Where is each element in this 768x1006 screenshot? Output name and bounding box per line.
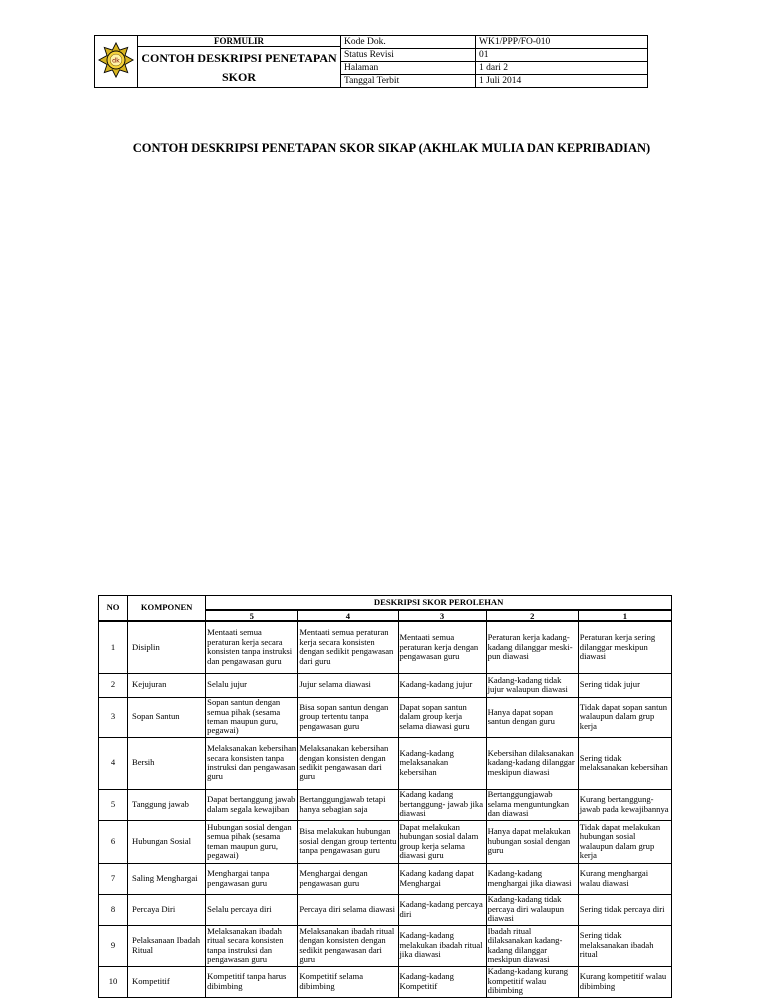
description-cell: Kadang-kadang melakukan ibadah ritual jika diawasi — [398, 925, 486, 966]
table-row — [99, 925, 672, 966]
meta-value: 01 — [476, 49, 648, 62]
description-cell: Dapat bertanggung jawab dalam segala kewajiban — [206, 789, 298, 820]
table-row — [99, 737, 672, 789]
table-row — [99, 966, 672, 997]
score-header: 2 — [486, 610, 578, 621]
score-header: 1 — [578, 610, 671, 621]
description-cell: Kadang-kadang tidak percaya diri walaupun diawasi — [486, 894, 578, 925]
description-cell: Sering tidak melaksanakan ibadah ritual — [578, 925, 671, 966]
column-header-komponen: KOMPONEN — [128, 596, 206, 622]
description-cell: Mentaati semua peraturan kerja secara konsisten tanpa instruksi dan pengawasan guru — [206, 621, 298, 673]
description-cell: Kurang kompetitif walau dibimbing — [578, 966, 671, 997]
row-number: 6 — [99, 820, 128, 863]
table-row — [99, 621, 672, 673]
table-row — [99, 820, 672, 863]
description-cell: Bertanggungjawab selama menguntungkan dan diawasi — [486, 789, 578, 820]
table-row — [99, 894, 672, 925]
row-number: 4 — [99, 737, 128, 789]
table-row — [99, 697, 672, 737]
description-cell: Hanya dapat melakukan hubungan sosial dengan guru — [486, 820, 578, 863]
description-cell: Mentaati semua peraturan kerja dengan pengawasan guru — [398, 621, 486, 673]
description-cell: Melaksanakan ibadah ritual secara konsisten tanpa instruksi dan pengawasan guru — [206, 925, 298, 966]
description-cell: Selalu jujur — [206, 673, 298, 697]
row-number: 5 — [99, 789, 128, 820]
description-cell: Kadang-kadang Kompetitif — [398, 966, 486, 997]
svg-text:dk: dk — [112, 56, 120, 64]
meta-value: 1 Juli 2014 — [476, 75, 648, 88]
description-cell: Hanya dapat sopan santun dengan guru — [486, 697, 578, 737]
description-cell: Kadang-kadang jujur — [398, 673, 486, 697]
description-cell: Kadang-kadang kurang kompetitif walau dibimbing — [486, 966, 578, 997]
description-cell: Peraturan kerja sering dilanggar meskipun diawasi — [578, 621, 671, 673]
document-header — [94, 35, 648, 88]
description-cell: Kadang-kadang melaksanakan kebersihan — [398, 737, 486, 789]
row-component: Disiplin — [128, 621, 206, 673]
score-header: 3 — [398, 610, 486, 621]
description-cell: Kebersihan dilaksanakan kadang-kadang dilanggar meskipun diawasi — [486, 737, 578, 789]
row-number: 1 — [99, 621, 128, 673]
description-cell: Kadang kadang bertanggung- jawab jika diawasi — [398, 789, 486, 820]
description-cell: Kompetitif selama dibimbing — [298, 966, 398, 997]
description-cell: Kurang bertanggung-jawab pada kewajibannya — [578, 789, 671, 820]
description-cell: Kadang-kadang percaya diri — [398, 894, 486, 925]
row-component: Sopan Santun — [128, 697, 206, 737]
description-cell: Ibadah ritual dilaksanakan kadang-kadang dilanggar meskipun diawasi — [486, 925, 578, 966]
meta-value: 1 dari 2 — [476, 62, 648, 75]
description-cell: Kadang-kadang tidak jujur walaupun diawasi — [486, 673, 578, 697]
row-component: Kompetitif — [128, 966, 206, 997]
description-cell: Menghargai dengan pengawasan guru — [298, 863, 398, 894]
table-row — [99, 789, 672, 820]
header-title-line1: CONTOH DESKRIPSI PENETAPAN — [141, 51, 337, 65]
description-cell: Tidak dapat sopan santun walaupun dalam grup kerja — [578, 697, 671, 737]
description-cell: Percaya diri selama diawasi — [298, 894, 398, 925]
description-cell: Selalu percaya diri — [206, 894, 298, 925]
row-component: Pelaksanaan Ibadah Ritual — [128, 925, 206, 966]
description-cell: Peraturan kerja kadang-kadang dilanggar meski- pun diawasi — [486, 621, 578, 673]
description-cell: Dapat sopan santun dalam group kerja selama diawasi guru — [398, 697, 486, 737]
document-title: CONTOH DESKRIPSI PENETAPAN SKOR SIKAP (AKHLAK MULIA DAN KEPRIBADIAN) — [132, 141, 651, 155]
meta-value: WK1/PPP/FO-010 — [476, 36, 648, 49]
description-cell: Jujur selama diawasi — [298, 673, 398, 697]
description-cell: Melaksanakan ibadah ritual dengan konsisten dengan sedikit pengawasan dari guru — [298, 925, 398, 966]
description-cell: Bisa sopan santun dengan group tertentu tanpa pengawasan guru — [298, 697, 398, 737]
meta-label: Halaman — [341, 62, 476, 75]
description-cell: Dapat melakukan hubungan sosial dalam group kerja selama diawasi guru — [398, 820, 486, 863]
score-header: 5 — [206, 610, 298, 621]
row-number: 8 — [99, 894, 128, 925]
row-component: Bersih — [128, 737, 206, 789]
formulir-label: FORMULIR — [138, 36, 340, 47]
description-cell: Melaksanakan kebersihan dengan konsisten dengan sedikit pengawasan dari guru — [298, 737, 398, 789]
header-title-line2: SKOR — [221, 70, 256, 84]
meta-label: Kode Dok. — [341, 36, 476, 49]
row-component: Saling Menghargai — [128, 863, 206, 894]
table-row — [99, 863, 672, 894]
row-component: Tanggung jawab — [128, 789, 206, 820]
description-cell: Kadang-kadang menghargai jika diawasi — [486, 863, 578, 894]
row-number: 9 — [99, 925, 128, 966]
description-cell: Sopan santun dengan semua pihak (sesama teman maupun guru, pegawai) — [206, 697, 298, 737]
row-number: 10 — [99, 966, 128, 997]
description-cell: Sering tidak jujur — [578, 673, 671, 697]
description-cell: Kurang menghargai walau diawasi — [578, 863, 671, 894]
description-cell: Bertanggungjawab tetapi hanya sebagian saja — [298, 789, 398, 820]
column-header-deskripsi: DESKRIPSI SKOR PEROLEHAN — [206, 596, 672, 611]
logo-cell — [95, 36, 138, 88]
row-number: 7 — [99, 863, 128, 894]
description-cell: Mentaati semua peraturan kerja secara konsisten dengan sedikit pengawasan dari guru — [298, 621, 398, 673]
row-component: Kejujuran — [128, 673, 206, 697]
description-cell: Hubungan sosial dengan semua pihak (sesama teman maupun guru, pegawai) — [206, 820, 298, 863]
meta-label: Status Revisi — [341, 49, 476, 62]
row-component: Hubungan Sosial — [128, 820, 206, 863]
header-title — [138, 47, 340, 87]
score-description-table — [98, 595, 672, 998]
row-number: 3 — [99, 697, 128, 737]
meta-label: Tanggal Terbit — [341, 75, 476, 88]
description-cell: Menghargai tanpa pengawasan guru — [206, 863, 298, 894]
description-cell: Kadang kadang dapat Menghargai — [398, 863, 486, 894]
column-header-no: NO — [99, 596, 128, 622]
score-header: 4 — [298, 610, 398, 621]
row-number: 2 — [99, 673, 128, 697]
description-cell: Bisa melakukan hubungan sosial dengan group tertentu tanpa pengawasan guru — [298, 820, 398, 863]
header-title-cell — [138, 36, 341, 88]
description-cell: Kompetitif tanpa harus dibimbing — [206, 966, 298, 997]
description-cell: Sering tidak melaksanakan kebersihan — [578, 737, 671, 789]
description-cell: Melaksanakan kebersihan secara konsisten tanpa instruksi dan pengawasan guru — [206, 737, 298, 789]
description-cell: Tidak dapat melakukan hubungan sosial walaupun dalam grup kerja — [578, 820, 671, 863]
description-cell: Sering tidak percaya diri — [578, 894, 671, 925]
row-component: Percaya Diri — [128, 894, 206, 925]
table-row — [99, 673, 672, 697]
institution-logo-icon — [98, 42, 134, 78]
